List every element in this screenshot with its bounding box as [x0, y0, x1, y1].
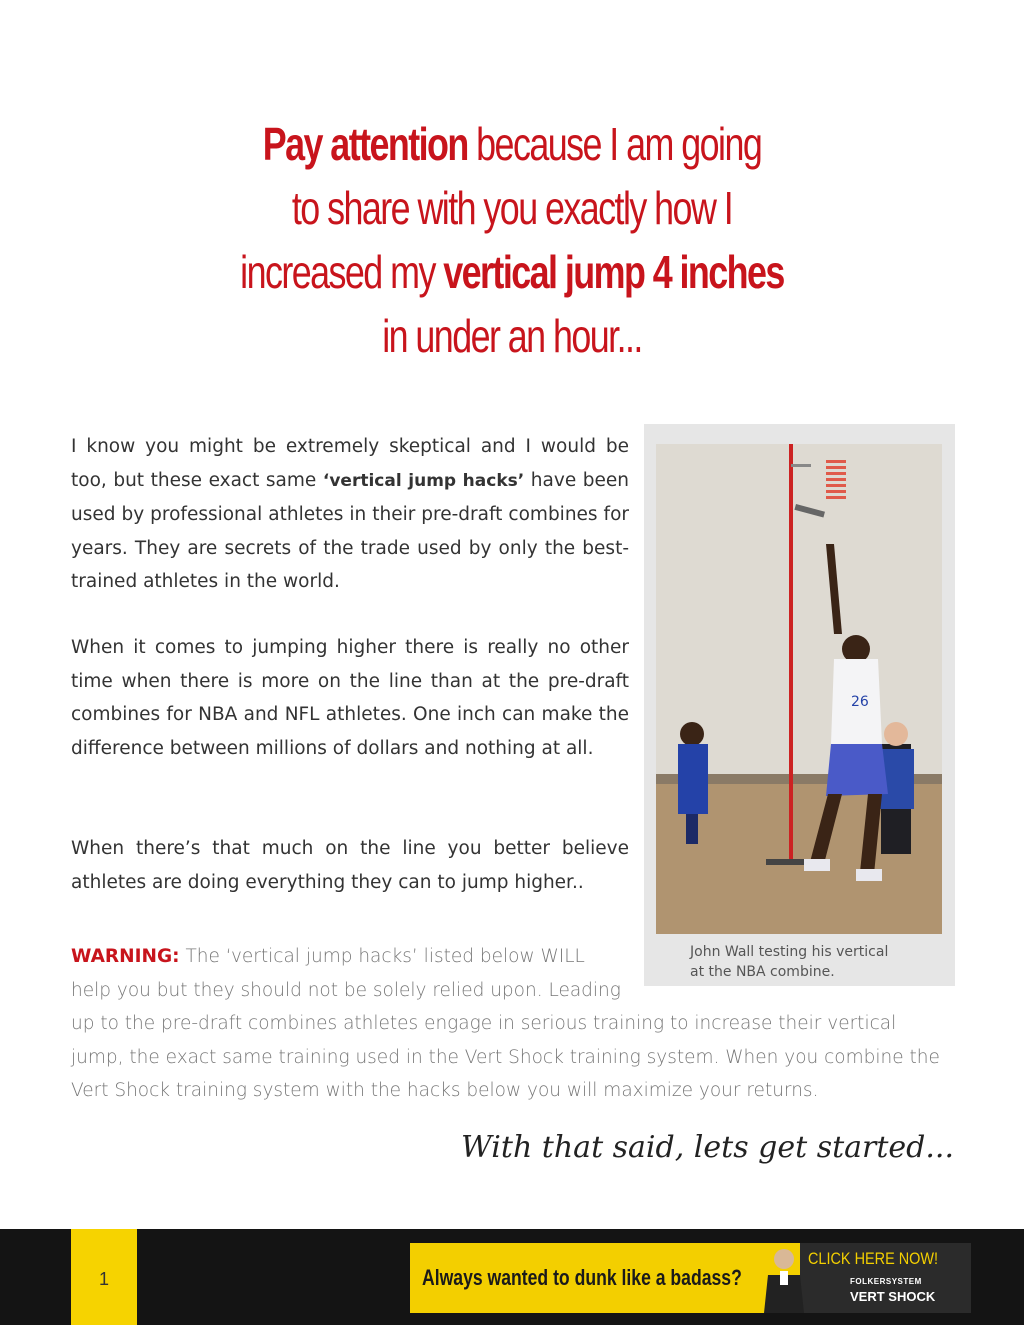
paragraph-intro-after: have been used by professional athletes in their pre-draft combines for years. They are secrets of the trade used by only the best-trained athletes in the world.	[71, 469, 629, 592]
photo-caption-line-2: at the NBA combine.	[690, 964, 835, 980]
paragraph-intro-emphasis: ‘vertical jump hacks’	[322, 470, 525, 491]
headline-text-3: increased my	[240, 246, 444, 298]
signoff-text: With that said, lets get started...	[460, 1130, 954, 1165]
paragraph-on-the-line: When there’s that much on the line you better believe athletes are doing everything they can to jump higher..	[71, 838, 629, 893]
footer-bar	[0, 1229, 1024, 1325]
headline-line-1	[113, 112, 912, 176]
headline-emphasis-vertical-jump: vertical jump 4 inches	[443, 246, 784, 298]
headline-line-4: in under an hour...	[382, 310, 642, 362]
banner-text: Always wanted to dunk like a badass?	[422, 1265, 742, 1290]
brand-folkersystem: FOLKERSYSTEM	[850, 1277, 922, 1286]
paragraph-warning	[71, 940, 953, 1108]
headline	[113, 112, 912, 368]
paragraph-combines: When it comes to jumping higher there is really no other time when there is more on the line than at the pre-draft combines for NBA and NFL athletes. One inch can make the difference between millions of dollars and nothing at all.	[71, 637, 629, 759]
athlete-photo	[656, 444, 942, 934]
warning-label: WARNING:	[71, 946, 180, 967]
headline-emphasis-pay-attention: Pay attention	[262, 118, 468, 170]
paragraph-intro-before: I know you might be extremely skeptical and I would be too, but these exact same	[71, 436, 629, 491]
page-number-box	[71, 1229, 137, 1325]
jersey-number: 26	[851, 694, 869, 710]
photo-figure	[644, 424, 955, 986]
headline-text-1: because I am going	[467, 118, 762, 170]
vert-shock-ad-banner[interactable]	[410, 1243, 971, 1313]
float-spacer	[628, 940, 953, 1002]
click-here-now-link[interactable]: CLICK HERE NOW!	[808, 1249, 939, 1268]
photo-caption-line-1: John Wall testing his vertical	[690, 944, 889, 960]
headline-line-2: to share with you exactly how I	[291, 182, 733, 234]
warning-text: The ‘vertical jump hacks’ listed below WILL help you but they should not be solely relied upon. Leading up to the pre-draft combines athletes engage in serious training to increase their vertical jump, the exact same training used in the Vert Shock training system. When you combine the Vert Shock training system with the hacks below you will maximize your returns.	[71, 946, 940, 1101]
headline-line-3	[113, 240, 912, 304]
paragraph-intro	[71, 430, 629, 599]
brand-vert-shock: VERT SHOCK	[850, 1289, 936, 1304]
person-icon	[754, 1243, 804, 1313]
page-number: 1	[98, 1269, 109, 1289]
athlete-jump-illustration	[656, 444, 942, 934]
